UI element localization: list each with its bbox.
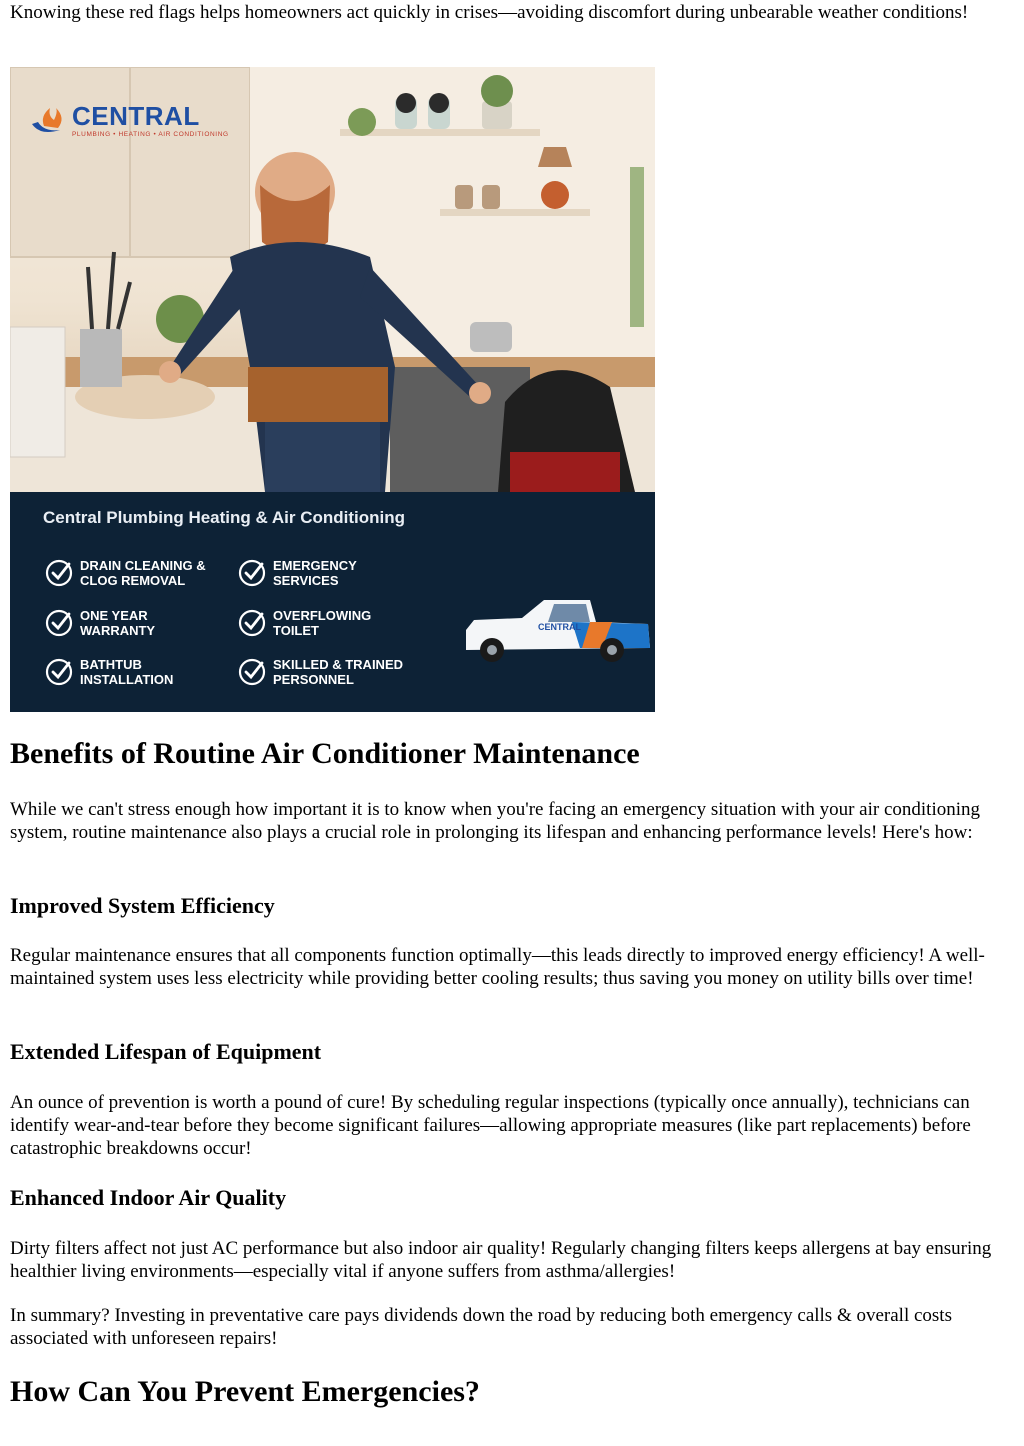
logo-tagline: PLUMBING • HEATING • AIR CONDITIONING: [72, 131, 229, 138]
services-banner: [10, 492, 655, 712]
check-circle-icon: [45, 559, 73, 587]
service-label: EMERGENCY SERVICES: [273, 558, 357, 588]
air-quality-paragraph: Dirty filters affect not just AC performance but also indoor air quality! Regularly changing filters keeps allergens at bay ensuring healthier living environments—especially vital if anyone suffers from asthma/allergies!: [10, 1238, 992, 1282]
service-label: OVERFLOWING TOILET: [273, 608, 372, 638]
subheading-lifespan: Extended Lifespan of Equipment: [10, 1039, 322, 1064]
service-label: SKILLED & TRAINED PERSONNEL: [273, 657, 403, 687]
truck-logo-text: CENTRAL: [538, 622, 581, 632]
section-heading: How Can You Prevent Emergencies?: [10, 1375, 480, 1408]
intro-paragraph: Knowing these red flags helps homeowners act quickly in crises—avoiding discomfort during unbearable weather conditions!: [10, 2, 969, 23]
lifespan-paragraph: An ounce of prevention is worth a pound of cure! By scheduling regular inspections (typically once annually), technicians can identify wear-and-tear before they become significant failures—allowing appropriate measures (like part replacements) before catastrophic breakdowns occur!: [10, 1092, 971, 1159]
service-label: ONE YEAR WARRANTY: [80, 608, 156, 638]
subheading-air-quality: Enhanced Indoor Air Quality: [10, 1185, 287, 1210]
check-circle-icon: [45, 658, 73, 686]
benefits-intro-paragraph: While we can't stress enough how important it is to know when you're facing an emergency situation with your air conditioning system, routine maintenance also plays a crucial role in prolonging its lifespan and enhancing performance levels! Here's how:: [10, 799, 981, 843]
kitchen-photo: [10, 67, 655, 492]
subheading-efficiency: Improved System Efficiency: [10, 893, 275, 918]
service-item: [45, 657, 180, 687]
section-heading: Benefits of Routine Air Conditioner Maintenance: [10, 737, 640, 770]
service-item: [45, 608, 220, 638]
check-circle-icon: [238, 559, 266, 587]
service-label: BATHTUB INSTALLATION: [80, 657, 174, 687]
check-circle-icon: [45, 609, 73, 637]
banner-title: Central Plumbing Heating & Air Conditioning: [43, 508, 406, 527]
check-circle-icon: [238, 609, 266, 637]
truck-icon: [462, 592, 652, 672]
service-item: [238, 558, 413, 588]
logo-wordmark: CENTRAL: [72, 101, 200, 131]
service-truck: [462, 592, 652, 672]
central-logo: [30, 103, 229, 138]
service-item: [238, 657, 403, 687]
service-item: [238, 608, 413, 638]
check-circle-icon: [238, 658, 266, 686]
efficiency-paragraph: Regular maintenance ensures that all components function optimally—this leads directly to improved energy efficiency! A well-maintained system uses less electricity while providing better cooling results; thus saving you money on utility bills over time!: [10, 945, 985, 989]
service-label: DRAIN CLEANING & CLOG REMOVAL: [80, 558, 206, 588]
service-item: [45, 558, 220, 588]
flame-swoosh-icon: [30, 106, 72, 136]
summary-paragraph: In summary? Investing in preventative care pays dividends down the road by reducing both emergency calls & overall costs associated with unforeseen repairs!: [10, 1305, 952, 1349]
hero-image: [10, 67, 655, 712]
